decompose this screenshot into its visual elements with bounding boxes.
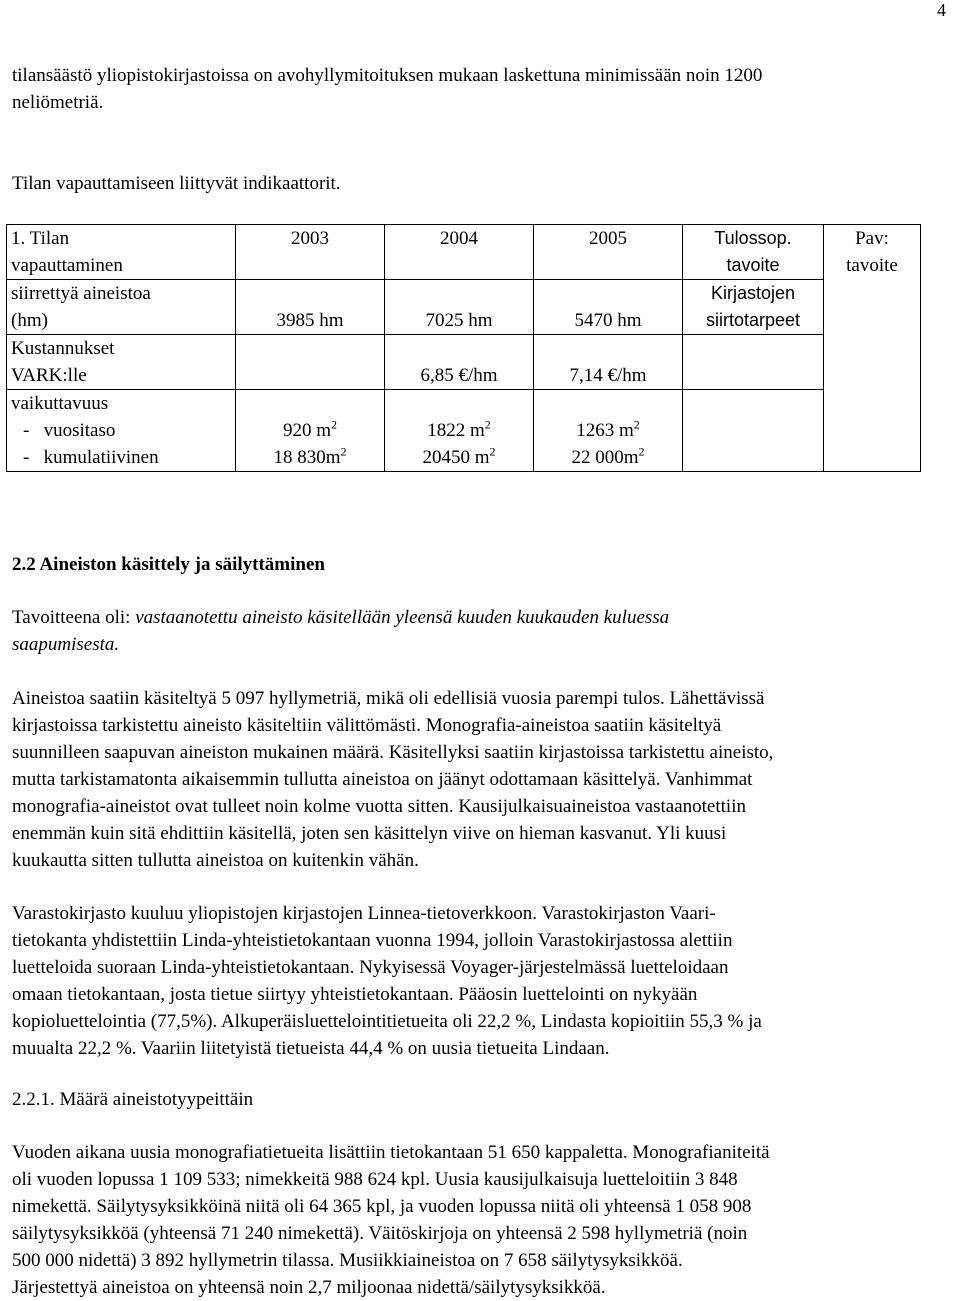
table-cell xyxy=(236,335,385,390)
table-cell-label: vaikuttavuus - vuositaso - kumulatiivinen xyxy=(7,390,236,472)
table-header-2004: 2004 xyxy=(385,225,534,280)
table-cell: 6,85 €/hm xyxy=(385,335,534,390)
body-paragraph-2: Varastokirjasto kuuluu yliopistojen kirjastojen Linnea-tietoverkkoon. Varastokirjaston Vaari- tietokanta yhdistettiin Linda-yhteistietokantaan vuonna 1994, jolloin Varastokirjastossa alettiin luetteloida suoraan Linda-yhteistietokantaan. Nykyisessä Voyager-järjestelmässä luetteloidaan omaan tietokantaan, josta tietue siirtyy yhteistietokantaan. Pääosin luettelointi on nykyään kopioluettelointia (77,5%). Alkuperäisluettelointitietueita oli 22,2 %, Lindasta kopioitiin 55,3 % ja muualta 22,2 %. Vaariin liitetyistä tietueista 44,4 % on uusia tietueita Lindaan. xyxy=(12,903,762,1059)
table-header-2003: 2003 xyxy=(236,225,385,280)
table-header-pav: Pav: tavoite xyxy=(824,225,921,472)
body-paragraph-3: Vuoden aikana uusia monografiatietueita lisättiin tietokantaan 51 650 kappaletta. Monografianiteitä oli vuoden lopussa 1 109 533; nimekkeitä 988 624 kpl. Uusia kausijulkaisuja luetteloitiin 3 848 nimekettä. Säilytysyksikköinä niitä oli 64 365 kpl, ja vuoden lopussa niitä oli yhteensä 1 058 908 säilytysyksikköä (yhteensä 71 240 nimekettä). Väitöskirjoja on yhteensä 2 598 hyllymetriä (noin 500 000 nidettä) 3 892 hyllymetrin tilassa. Musiikkiaineistoa on 7 658 säilytysyksikköä. Järjestettyä aineistoa on yhteensä noin 2,7 miljoonaa nidettä/säilytysyksikköä. xyxy=(12,1142,770,1298)
table-cell-label: 1. Tilan vapauttaminen xyxy=(7,225,236,280)
table-cell: 7025 hm xyxy=(385,280,534,335)
table-header-2005: 2005 xyxy=(534,225,683,280)
table-cell: Kirjastojen siirtotarpeet xyxy=(683,280,824,335)
indicators-title: Tilan vapauttamiseen liittyvät indikaattorit. xyxy=(12,173,341,194)
table-row xyxy=(7,390,921,472)
goal-paragraph: Tavoitteena oli: vastaanotettu aineisto käsitellään yleensä kuuden kuukauden kuluessa saapumisesta. xyxy=(12,607,670,655)
table-row xyxy=(7,225,921,280)
table-cell: 3985 hm xyxy=(236,280,385,335)
body-paragraph-1: Aineistoa saatiin käsiteltyä 5 097 hyllymetriä, mikä oli edellisiä vuosia parempi tulos. Lähettävissä kirjastoissa tarkistettu aineisto käsiteltiin välittömästi. Monografia-aineistoa saatiin käsiteltyä suunnilleen saapuvan aineiston mukainen määrä. Käsitellyksi saatiin kirjastoissa tarkistettu aineisto, mutta tarkistamatonta aikaisemmin tullutta aineistoa on jäänyt odottamaan käsittelyä. Vanhimmat monografia-aineistot ovat tulleet noin kolme vuotta sitten. Kausijulkaisuaineistoa vastaanotettiin enemmän kuin sitä ehdittiin käsitellä, joten sen käsittelyn viive on hieman kasvanut. Yli kuusi kuukautta sitten tullutta aineistoa on kuitenkin vähän. xyxy=(12,688,774,871)
intro-paragraph xyxy=(12,62,942,116)
table-cell: 7,14 €/hm xyxy=(534,335,683,390)
table-cell: 1263 $m^2$ 22 $000m^2$ xyxy=(534,390,683,472)
table-cell xyxy=(683,390,824,472)
indicators-table xyxy=(6,224,921,472)
table-cell: 920 $m^2$ 18 $830m^2$ xyxy=(236,390,385,472)
table-cell: 5470 hm xyxy=(534,280,683,335)
section-heading: 2.2 Aineiston käsittely ja säilyttäminen xyxy=(12,554,325,575)
table-cell-label: siirrettyä aineistoa (hm) xyxy=(7,280,236,335)
table-header-total: Tulossop. tavoite xyxy=(683,225,824,280)
subsection-heading: 2.2.1. Määrä aineistotyypeittäin xyxy=(12,1089,254,1110)
table-cell xyxy=(683,335,824,390)
table-row xyxy=(7,335,921,390)
page-number: 4 xyxy=(937,0,946,20)
table-cell-label: Kustannukset VARK:lle xyxy=(7,335,236,390)
table-cell: 1822 $m^2$ 20450 $m^2$ xyxy=(385,390,534,472)
intro-line: tilansäästö yliopistokirjastoissa on avohyllymitoituksen mukaan laskettuna minimissään noin 1200 xyxy=(12,65,763,86)
intro-line: neliömetriä. xyxy=(12,92,104,113)
table-row xyxy=(7,280,921,335)
